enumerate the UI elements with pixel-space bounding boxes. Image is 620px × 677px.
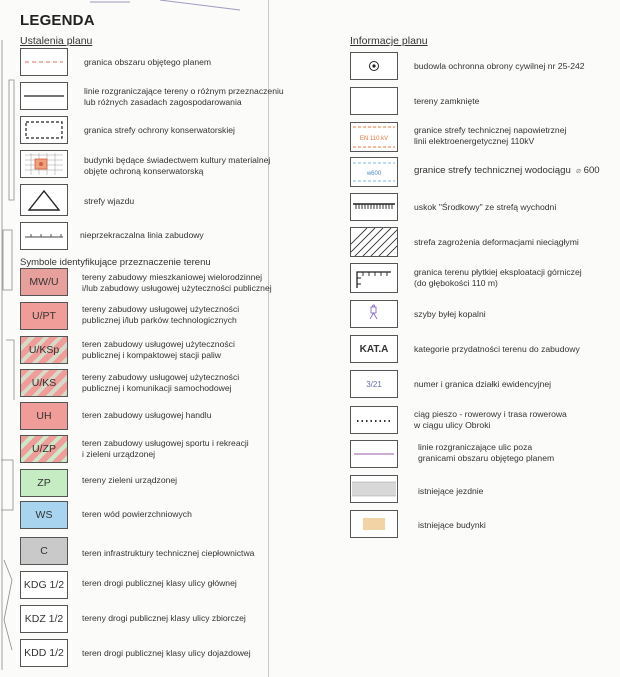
map-corner-fragment [90,0,250,14]
legend-label-existing-roads: istniejące jezdnie [418,486,484,496]
existing-buildings-symbol [350,510,398,538]
zone-label-u-pt: tereny zabudowy usługowej użyteczności publicznej i/lub parków technologicznych [82,304,240,325]
zone-label-kdg: teren drogi publicznej klasy ulicy głównej [82,578,237,588]
zone-code-c: C [20,537,68,565]
diameter-icon: ⌀ [576,166,581,175]
zone-label-u-zp: teren zabudowy usługowej sportu i rekreacji i zieleni urządzonej [82,438,249,459]
legend-label-zoning-lines: linie rozgraniczające tereny o różnym przeznaczeniu lub różnych zasadach zagospodarowania [84,86,284,107]
zone-label-ws: teren wód powierzchniowych [82,509,192,519]
legend-label-external-street-lines: linie rozgraniczające ulic poza granicami obszaru objętego planem [418,442,555,463]
shallow-mining-boundary-symbol [350,263,398,293]
zoning-line-symbol [20,82,68,110]
section-title-plan-rules: Ustalenia planu [20,35,93,47]
section-title-plan-information: Informacje planu [350,35,428,47]
zone-code-u-pt: U/PT [20,302,68,330]
zone-label-u-ks: tereny zabudowy usługowej użyteczności publicznej i komunikacji samochodowej [82,372,240,393]
legend-label-powerline-zone: granice strefy technicznej napowietrznej linii elektroenergetycznej 110kV [414,125,567,146]
legend-label-building-line: nieprzekraczalna linia zabudowy [80,230,204,240]
closed-areas-symbol [350,87,398,115]
mine-shaft-symbol [350,300,398,328]
zone-label-kdd: teren drogi publicznej klasy ulicy dojazdowej [82,648,251,658]
legend-label-shallow-mining: granica terenu płytkiej eksploatacji górniczej (do głębokości 110 m) [414,267,582,288]
zone-code-kdd: KDD 1/2 [20,639,68,667]
zone-label-c: teren infrastruktury technicznej ciepłownictwa [82,548,255,558]
zone-label-u-ksp: teren zabudowy usługowej użyteczności publicznej i kompaktowej stacji paliw [82,339,235,360]
map-edge-fragment [0,40,16,670]
zone-code-mw-u: MW/U [20,268,68,296]
land-category-symbol: KAT.A [350,335,398,363]
bike-path-symbol [350,406,398,434]
zone-code-kdg: KDG 1/2 [20,571,68,599]
legend-label-bike-path: ciąg pieszo - rowerowy i trasa rowerowa w ciągu ulicy Obroki [414,409,567,430]
legend-label-closed-areas: tereny zamknięte [414,96,480,106]
deformation-zone-symbol [350,227,398,257]
zone-code-ws: WS [20,501,68,529]
legend-label-parcel-number: numer i granica działki ewidencyjnej [414,379,552,389]
legend-label-plan-boundary: granica obszaru objętego planem [84,57,212,67]
existing-roads-symbol [350,475,398,503]
waterline-zone-symbol [350,157,398,187]
waterline-symbol-label: w600 [366,171,382,177]
protected-buildings-symbol [20,150,68,178]
zone-code-u-ksp: U/KSp [20,336,68,364]
legend-title: LEGENDA [20,12,95,29]
legend-label-fault-line: uskok "Środkowy" ze strefą wychodni [414,202,557,212]
external-street-lines-symbol [350,440,398,468]
zone-label-kdz: tereny drogi publicznej klasy ulicy zbiorczej [82,613,246,623]
zone-code-kdz: KDZ 1/2 [20,605,68,633]
zone-code-zp: ZP [20,469,68,497]
legend-label-civil-defense-shelter: budowla ochronna obrony cywilnej nr 25-242 [414,61,585,71]
legend-label-existing-buildings: istniejące budynki [418,520,486,530]
legend-label-entry-zones: strefy wjazdu [84,196,135,206]
building-line-symbol [20,222,68,250]
powerline-zone-symbol [350,122,398,152]
entry-zone-symbol [20,184,68,216]
legend-label-mine-shafts: szyby byłej kopalni [414,309,486,319]
zone-label-zp: tereny zieleni urządzonej [82,475,178,485]
legend-label-deformation-zone: strefa zagrożenia deformacjami nieciągłymi [414,237,579,247]
zone-code-u-zp: U/ZP [20,435,68,463]
plan-boundary-symbol [20,48,68,76]
powerline-symbol-label: EN 110 kV [359,136,389,142]
legend-label-waterline-zone: granice strefy technicznej wodociągu ⌀ 600 [414,165,600,176]
zone-symbols-subheading: Symbole identyfikujące przeznaczenie terenu [20,257,211,268]
conservation-zone-symbol [20,116,68,144]
waterline-diameter: 600 [583,165,600,176]
legend-label-protected-buildings: budynki będące świadectwem kultury materialnej objęte ochroną konserwatorską [84,155,271,176]
fault-line-symbol [350,193,398,221]
civil-defense-shelter-symbol [350,52,398,80]
zone-code-u-ks: U/KS [20,369,68,397]
legend-label-conservation-zone: granica strefy ochrony konserwatorskiej [84,125,235,135]
parcel-number-symbol: 3/21 [350,370,398,398]
zone-code-uh: UH [20,402,68,430]
legend-label-land-category: kategorie przydatności terenu do zabudowy [414,344,580,354]
zone-label-mw-u: tereny zabudowy mieszkaniowej wielorodzinnej i/lub zabudowy usługowej użyteczności publicznej [82,272,272,293]
zone-label-uh: teren zabudowy usługowej handlu [82,410,212,420]
